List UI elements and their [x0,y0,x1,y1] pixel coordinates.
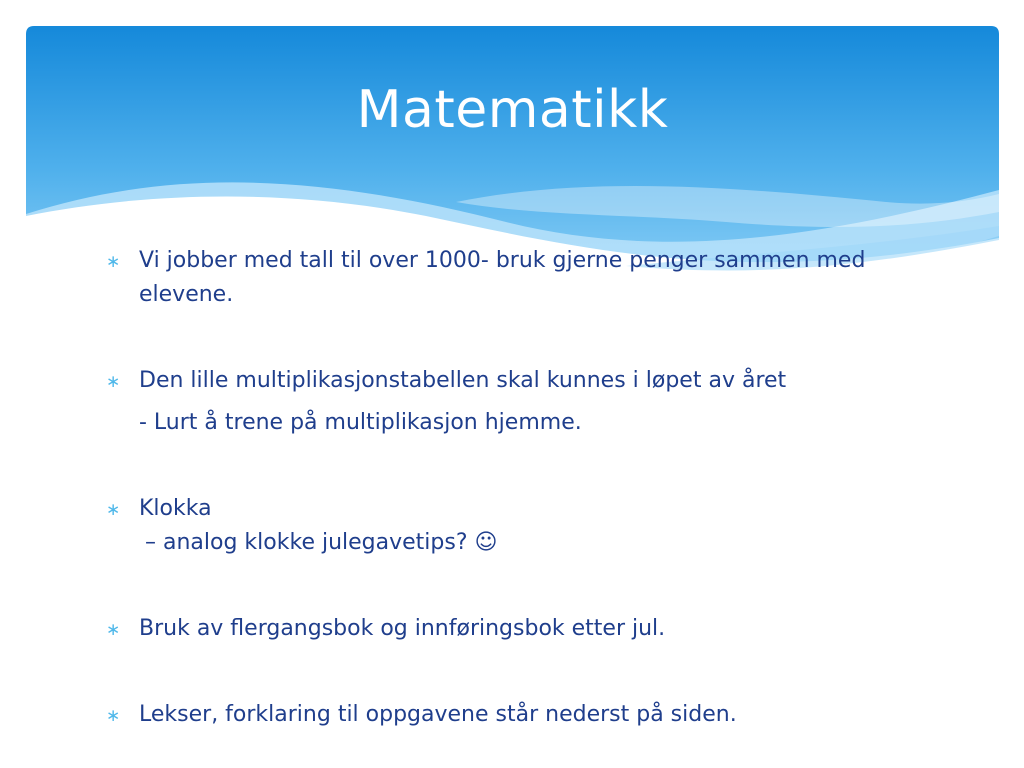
list-item-subtext: - Lurt å trene på multiplikasjon hjemme. [139,410,582,435]
slide-title: Matematikk [356,80,669,140]
list-item-text: Vi jobber med tall til over 1000- bruk gjerne penger sammen med elevene. [139,248,866,307]
list-item [106,612,946,646]
list-item [106,244,946,312]
list-item [106,492,946,526]
bullet-list [106,244,946,732]
list-item-subtext: – analog klokke julegavetips? ☺ [145,530,498,555]
asterisk-bullet-icon: ∗ [106,620,121,640]
list-item-text: Lekser, forklaring til oppgavene står nederst på siden. [139,702,737,727]
list-item [106,698,946,732]
asterisk-bullet-icon: ∗ [106,252,121,272]
list-item-text: Bruk av flergangsbok og innføringsbok etter jul. [139,616,666,641]
asterisk-bullet-icon: ∗ [106,372,121,392]
list-item-text: Den lille multiplikasjonstabellen skal kunnes i løpet av året [139,368,787,393]
asterisk-bullet-icon: ∗ [106,706,121,726]
list-item [106,364,946,398]
asterisk-bullet-icon: ∗ [106,500,121,520]
list-item-text: Klokka [139,496,212,521]
